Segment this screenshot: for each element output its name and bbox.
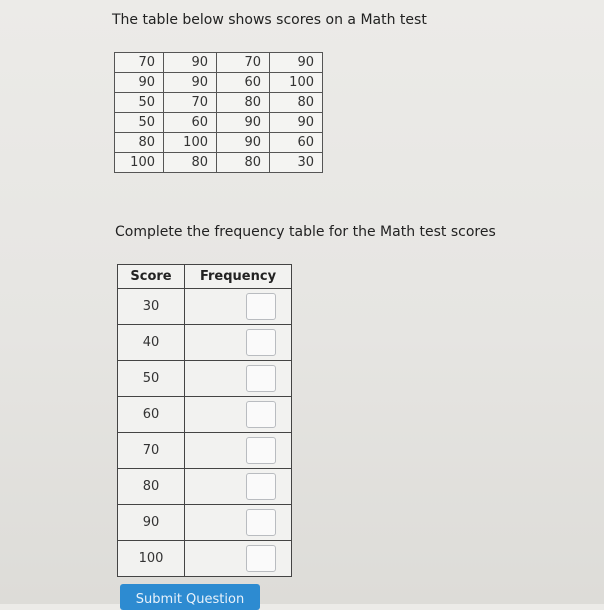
score-value: 50: [118, 361, 185, 397]
score-cell: 60: [217, 73, 270, 93]
score-cell: 90: [217, 133, 270, 153]
frequency-input[interactable]: [246, 401, 276, 428]
frequency-input[interactable]: [246, 329, 276, 356]
score-cell: 100: [270, 73, 323, 93]
score-cell: 70: [217, 53, 270, 73]
table-row: [115, 73, 323, 93]
score-cell: 80: [115, 133, 164, 153]
score-column-header: Score: [118, 265, 185, 289]
score-value: 40: [118, 325, 185, 361]
score-cell: 60: [270, 133, 323, 153]
table-row: [118, 469, 292, 505]
frequency-cell: [185, 289, 292, 325]
score-cell: 80: [217, 153, 270, 173]
score-value: 30: [118, 289, 185, 325]
frequency-input[interactable]: [246, 545, 276, 572]
frequency-input[interactable]: [246, 509, 276, 536]
frequency-input[interactable]: [246, 437, 276, 464]
frequency-input[interactable]: [246, 473, 276, 500]
frequency-input[interactable]: [246, 293, 276, 320]
score-cell: 80: [217, 93, 270, 113]
frequency-cell: [185, 325, 292, 361]
score-cell: 90: [217, 113, 270, 133]
score-cell: 50: [115, 93, 164, 113]
table-row: [115, 93, 323, 113]
score-cell: 90: [164, 53, 217, 73]
score-cell: 70: [115, 53, 164, 73]
table-row: [115, 53, 323, 73]
score-value: 60: [118, 397, 185, 433]
table-header-row: [118, 265, 292, 289]
table-row: [115, 133, 323, 153]
score-value: 100: [118, 541, 185, 577]
scores-table: [114, 52, 323, 173]
score-value: 90: [118, 505, 185, 541]
score-cell: 100: [115, 153, 164, 173]
score-cell: 30: [270, 153, 323, 173]
frequency-table: [117, 264, 292, 577]
frequency-input[interactable]: [246, 365, 276, 392]
question-prompt: Complete the frequency table for the Math test scores: [115, 224, 496, 240]
score-cell: 60: [164, 113, 217, 133]
frequency-cell: [185, 505, 292, 541]
frequency-cell: [185, 397, 292, 433]
table-row: [118, 397, 292, 433]
score-value: 80: [118, 469, 185, 505]
table-row: [118, 505, 292, 541]
table-row: [118, 433, 292, 469]
frequency-cell: [185, 469, 292, 505]
frequency-column-header: Frequency: [185, 265, 292, 289]
score-cell: 50: [115, 113, 164, 133]
table-row: [118, 325, 292, 361]
table-row: [115, 113, 323, 133]
table-row: [118, 541, 292, 577]
frequency-cell: [185, 361, 292, 397]
frequency-cell: [185, 541, 292, 577]
frequency-cell: [185, 433, 292, 469]
score-cell: 100: [164, 133, 217, 153]
score-cell: 80: [270, 93, 323, 113]
submit-question-button[interactable]: Submit Question: [120, 584, 260, 610]
question-title: The table below shows scores on a Math test: [112, 12, 427, 28]
table-row: [115, 153, 323, 173]
score-cell: 90: [164, 73, 217, 93]
score-cell: 90: [115, 73, 164, 93]
table-row: [118, 361, 292, 397]
score-value: 70: [118, 433, 185, 469]
score-cell: 90: [270, 53, 323, 73]
score-cell: 90: [270, 113, 323, 133]
score-cell: 80: [164, 153, 217, 173]
table-row: [118, 289, 292, 325]
score-cell: 70: [164, 93, 217, 113]
